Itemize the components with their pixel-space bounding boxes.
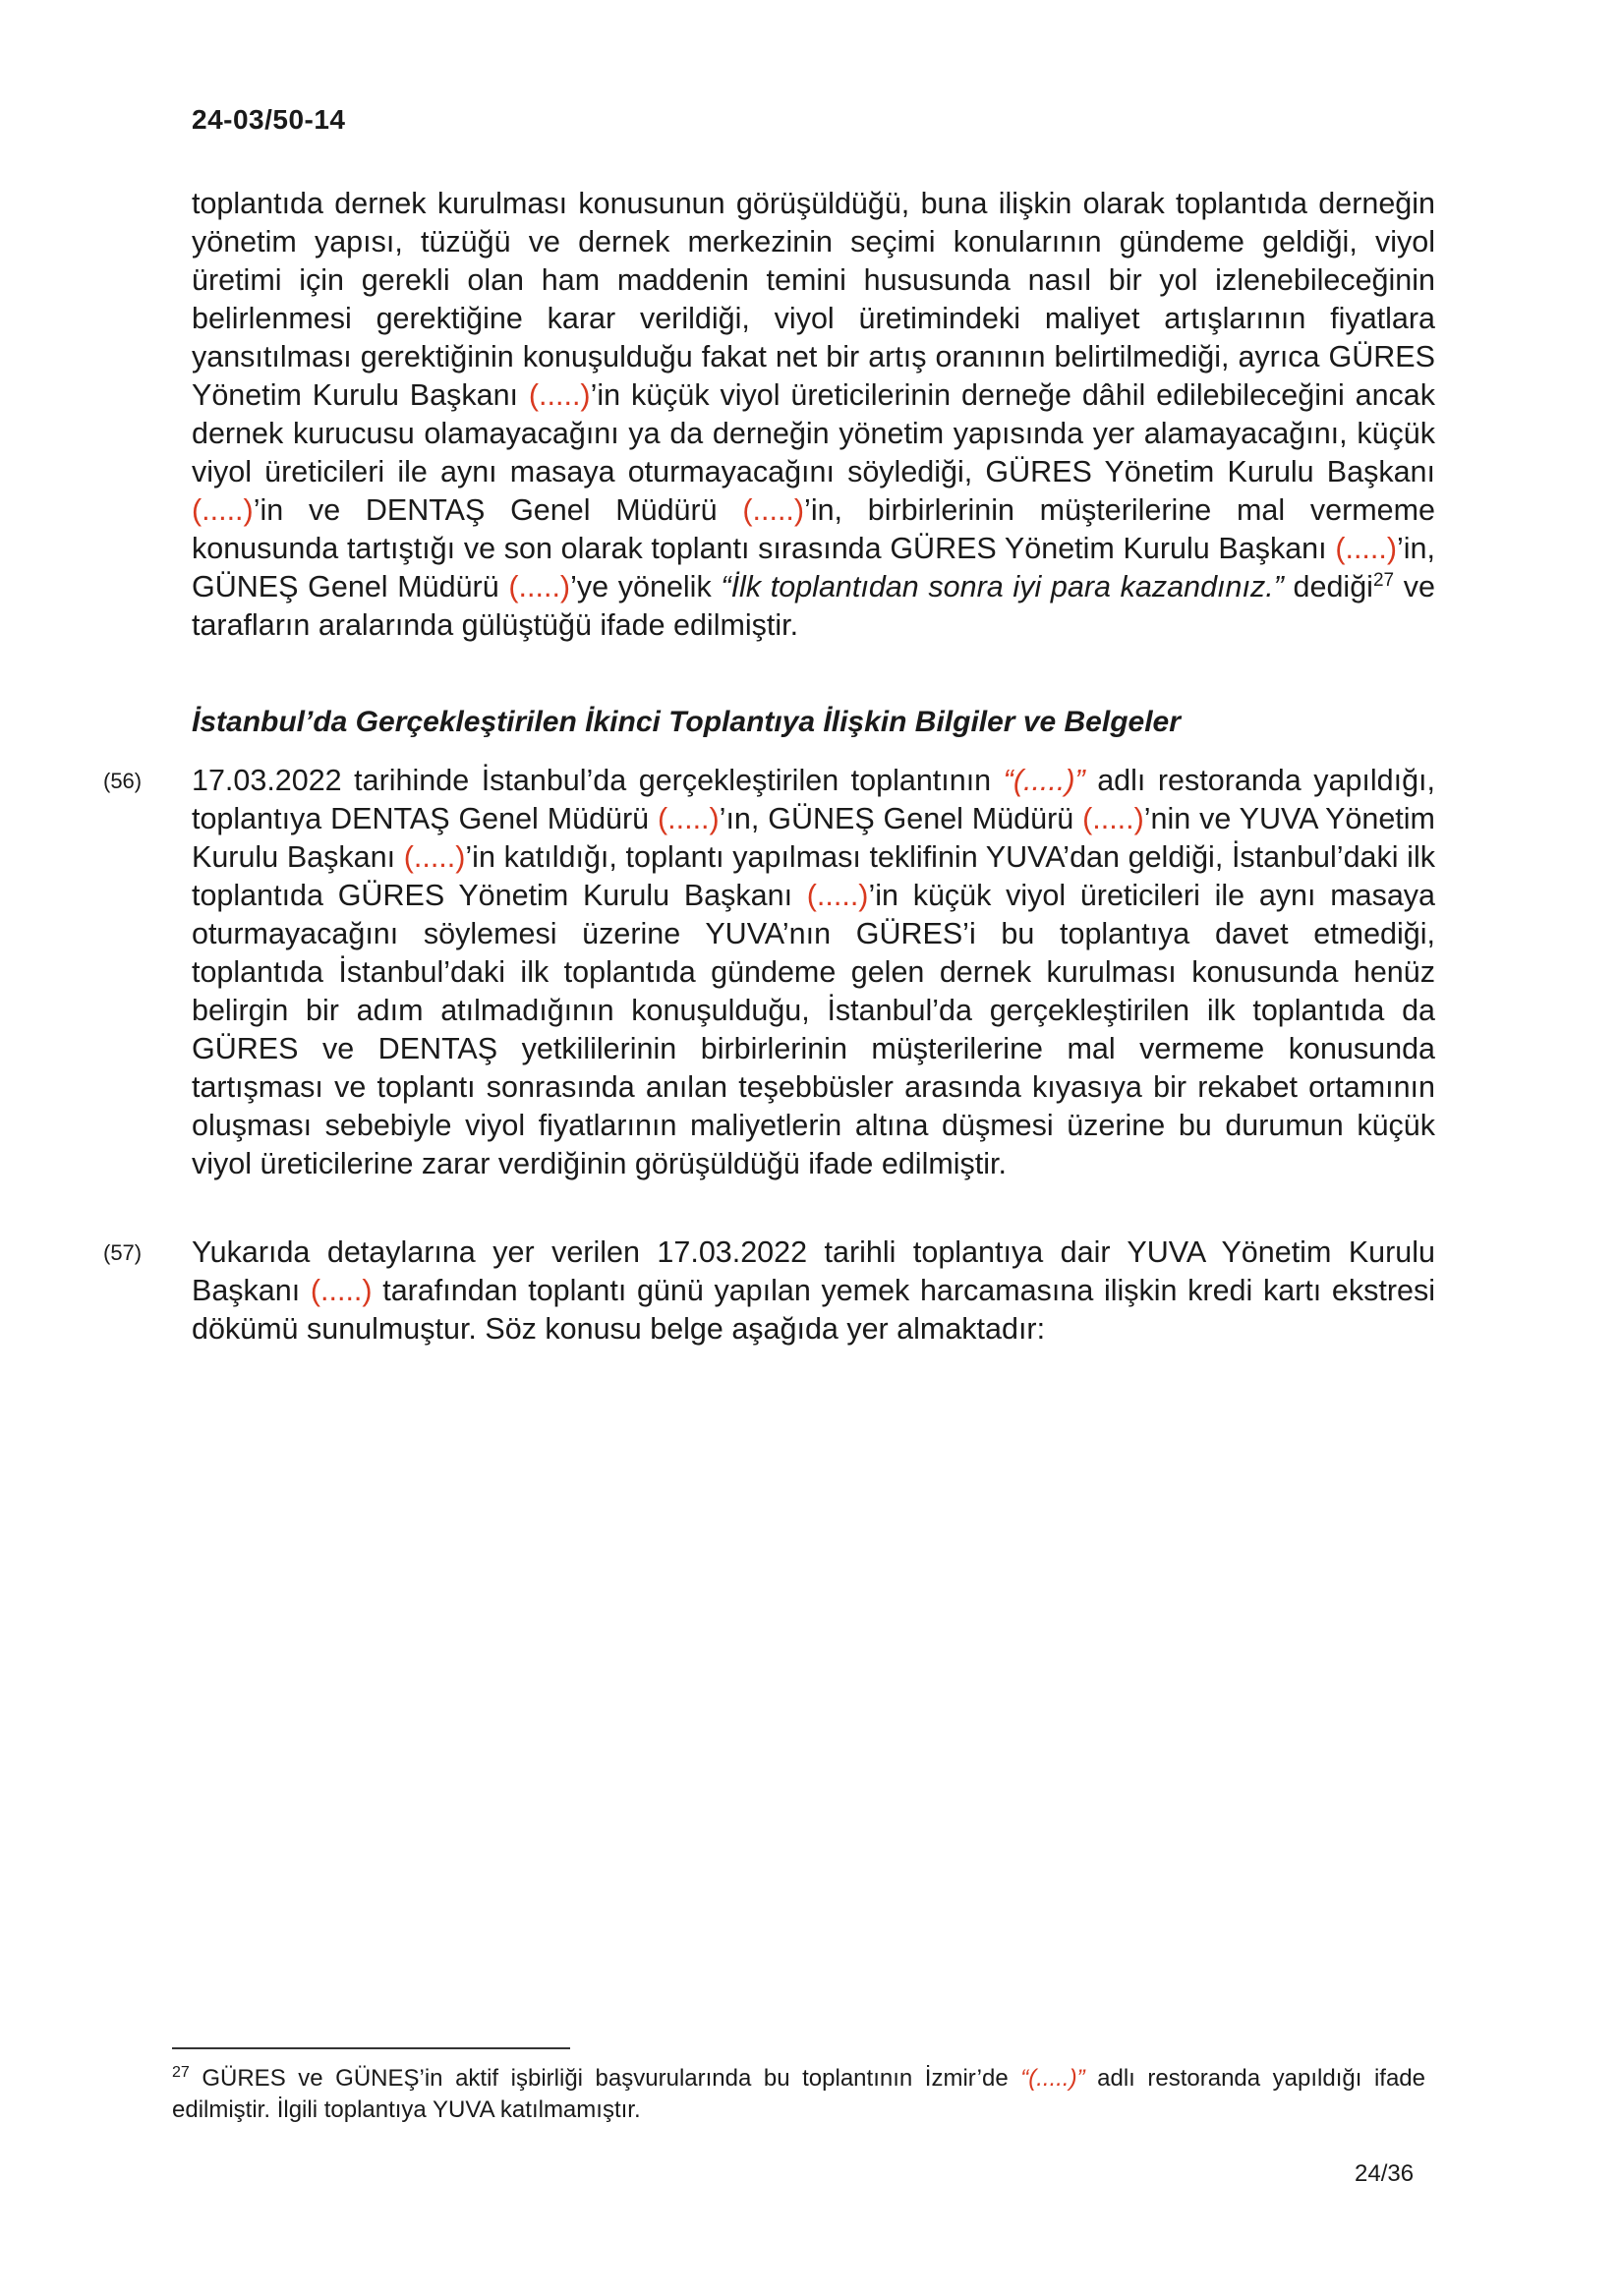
redaction-mark: (.....) [742, 493, 805, 527]
redaction-mark: (.....) [508, 570, 571, 603]
text-segment: adlı restoranda yapıldığı, toplantıya DENTAŞ Genel Müdürü [192, 764, 1436, 835]
paragraph-continued [192, 185, 1435, 645]
text-segment: 17.03.2022 tarihinde İstanbul’da gerçekleştirilen toplantının [192, 764, 1004, 797]
paragraph-57 [192, 1234, 1435, 1349]
quotation: “İlk toplantıdan sonra iyi para kazandınız.” [721, 570, 1284, 603]
redaction-mark: “(.....)” [1020, 2065, 1085, 2092]
redaction-mark: (.....) [528, 378, 591, 412]
text-segment: ’in küçük viyol üreticileri ile aynı masaya oturmayacağını söylemesi üzerine YUVA’nın GÜRES’i bu toplantıya davet etmediği, toplantıda İstanbul’daki ilk toplantıda gündeme gelen dernek kurulması konusunda henüz belirgin bir adım atılmadığının konuşulduğu, İstanbul’da gerçekleştirilen ilk toplantıda da GÜRES ve DENTAŞ yetkililerinin birbirlerinin müşterilerine mal vermeme konusunda tartışması ve toplantı sonrasında anılan teşebbüsler arasında kıyasıya bir rekabet ortamının oluşması sebebiyle viyol fiyatlarının maliyetlerin altına düşmesi üzerine bu durumun küçük viyol üreticilerine zarar verdiğinin görüşüldüğü ifade edilmiştir. [192, 879, 1435, 1180]
footnote [172, 2063, 1425, 2126]
text-segment: ’in ve DENTAŞ Genel Müdürü [253, 493, 743, 527]
footnote-number: 27 [172, 2064, 190, 2081]
text-segment: ’nin ve YUVA Yönetim Kurulu Başkanı [192, 802, 1435, 874]
text-segment: Yukarıda detaylarına yer verilen 17.03.2022 tarihli toplantıya dair YUVA Yönetim Kurulu Başkanı [192, 1235, 1435, 1307]
text-segment: ’in katıldığı, toplantı yapılması teklifinin YUVA’dan geldiği, İstanbul’daki ilk toplantıda GÜRES Yönetim Kurulu Başkanı [192, 840, 1435, 912]
text-segment: dediği [1283, 570, 1373, 603]
text-segment: ’ın, GÜNEŞ Genel Müdürü [719, 802, 1083, 835]
text-segment: adlı restoranda yapıldığı ifade edilmiştir. İlgili toplantıya YUVA katılmamıştır. [172, 2065, 1425, 2123]
footnote-reference[interactable]: 27 [1372, 569, 1395, 591]
text-segment: tarafından toplantı günü yapılan yemek harcamasına ilişkin kredi kartı ekstresi dökümü sunulmuştur. Söz konusu belge aşağıda yer almaktadır: [192, 1274, 1435, 1346]
section-heading: İstanbul’da Gerçekleştirilen İkinci Toplantıya İlişkin Bilgiler ve Belgeler [192, 706, 1181, 738]
text-segment: ’ye yönelik [570, 570, 722, 603]
footnote-divider [172, 2047, 570, 2049]
redaction-mark: (.....) [403, 840, 466, 874]
text-segment: ’in, GÜNEŞ Genel Müdürü [192, 532, 1435, 603]
page-number: 24/36 [1355, 2160, 1415, 2187]
redaction-mark: (.....) [1082, 802, 1144, 835]
document-id: 24-03/50-14 [192, 104, 346, 135]
redaction-mark: “(.....)” [1003, 764, 1085, 797]
text-segment: toplantıda dernek kurulması konusunun görüşüldüğü, buna ilişkin olarak toplantıda derneğin yönetim yapısı, tüzüğü ve dernek merkezinin seçimi konularının gündeme geldiği, viyol üretimi için gerekli olan ham maddenin temini hususunda nasıl bir yol izlenebileceğinin belirlenmesi gerektiğine karar verildiği, viyol üretimindeki maliyet artışlarının fiyatlara yansıtılması gerektiğinin konuşulduğu fakat net bir artış oranının belirtilmediği, ayrıca GÜRES Yönetim Kurulu Başkanı [192, 187, 1435, 412]
redaction-mark: (.....) [1335, 532, 1397, 565]
text-segment: ’in küçük viyol üreticilerinin derneğe dâhil edilebileceğini ancak dernek kurucusu olamayacağını ya da derneğin yönetim yapısında yer alamayacağını, küçük viyol üreticileri ile aynı masaya oturmayacağını söylediği, GÜRES Yönetim Kurulu Başkanı [192, 378, 1436, 488]
paragraph-number: (57) [103, 1240, 143, 1265]
paragraph-56 [192, 762, 1435, 1183]
text-segment: ve tarafların aralarında gülüştüğü ifade edilmiştir. [192, 570, 1435, 642]
redaction-mark: (.....) [310, 1274, 373, 1307]
redaction-mark: (.....) [192, 493, 254, 527]
redaction-mark: (.....) [657, 802, 720, 835]
text-segment: ’in, birbirlerinin müşterilerine mal vermeme konusunda tartıştığı ve son olarak toplantı sırasında GÜRES Yönetim Kurulu Başkanı [192, 493, 1435, 565]
redaction-mark: (.....) [806, 879, 869, 912]
text-segment: GÜRES ve GÜNEŞ’in aktif işbirliği başvurularında bu toplantının İzmir’de [189, 2065, 1021, 2092]
paragraph-number: (56) [103, 769, 143, 793]
